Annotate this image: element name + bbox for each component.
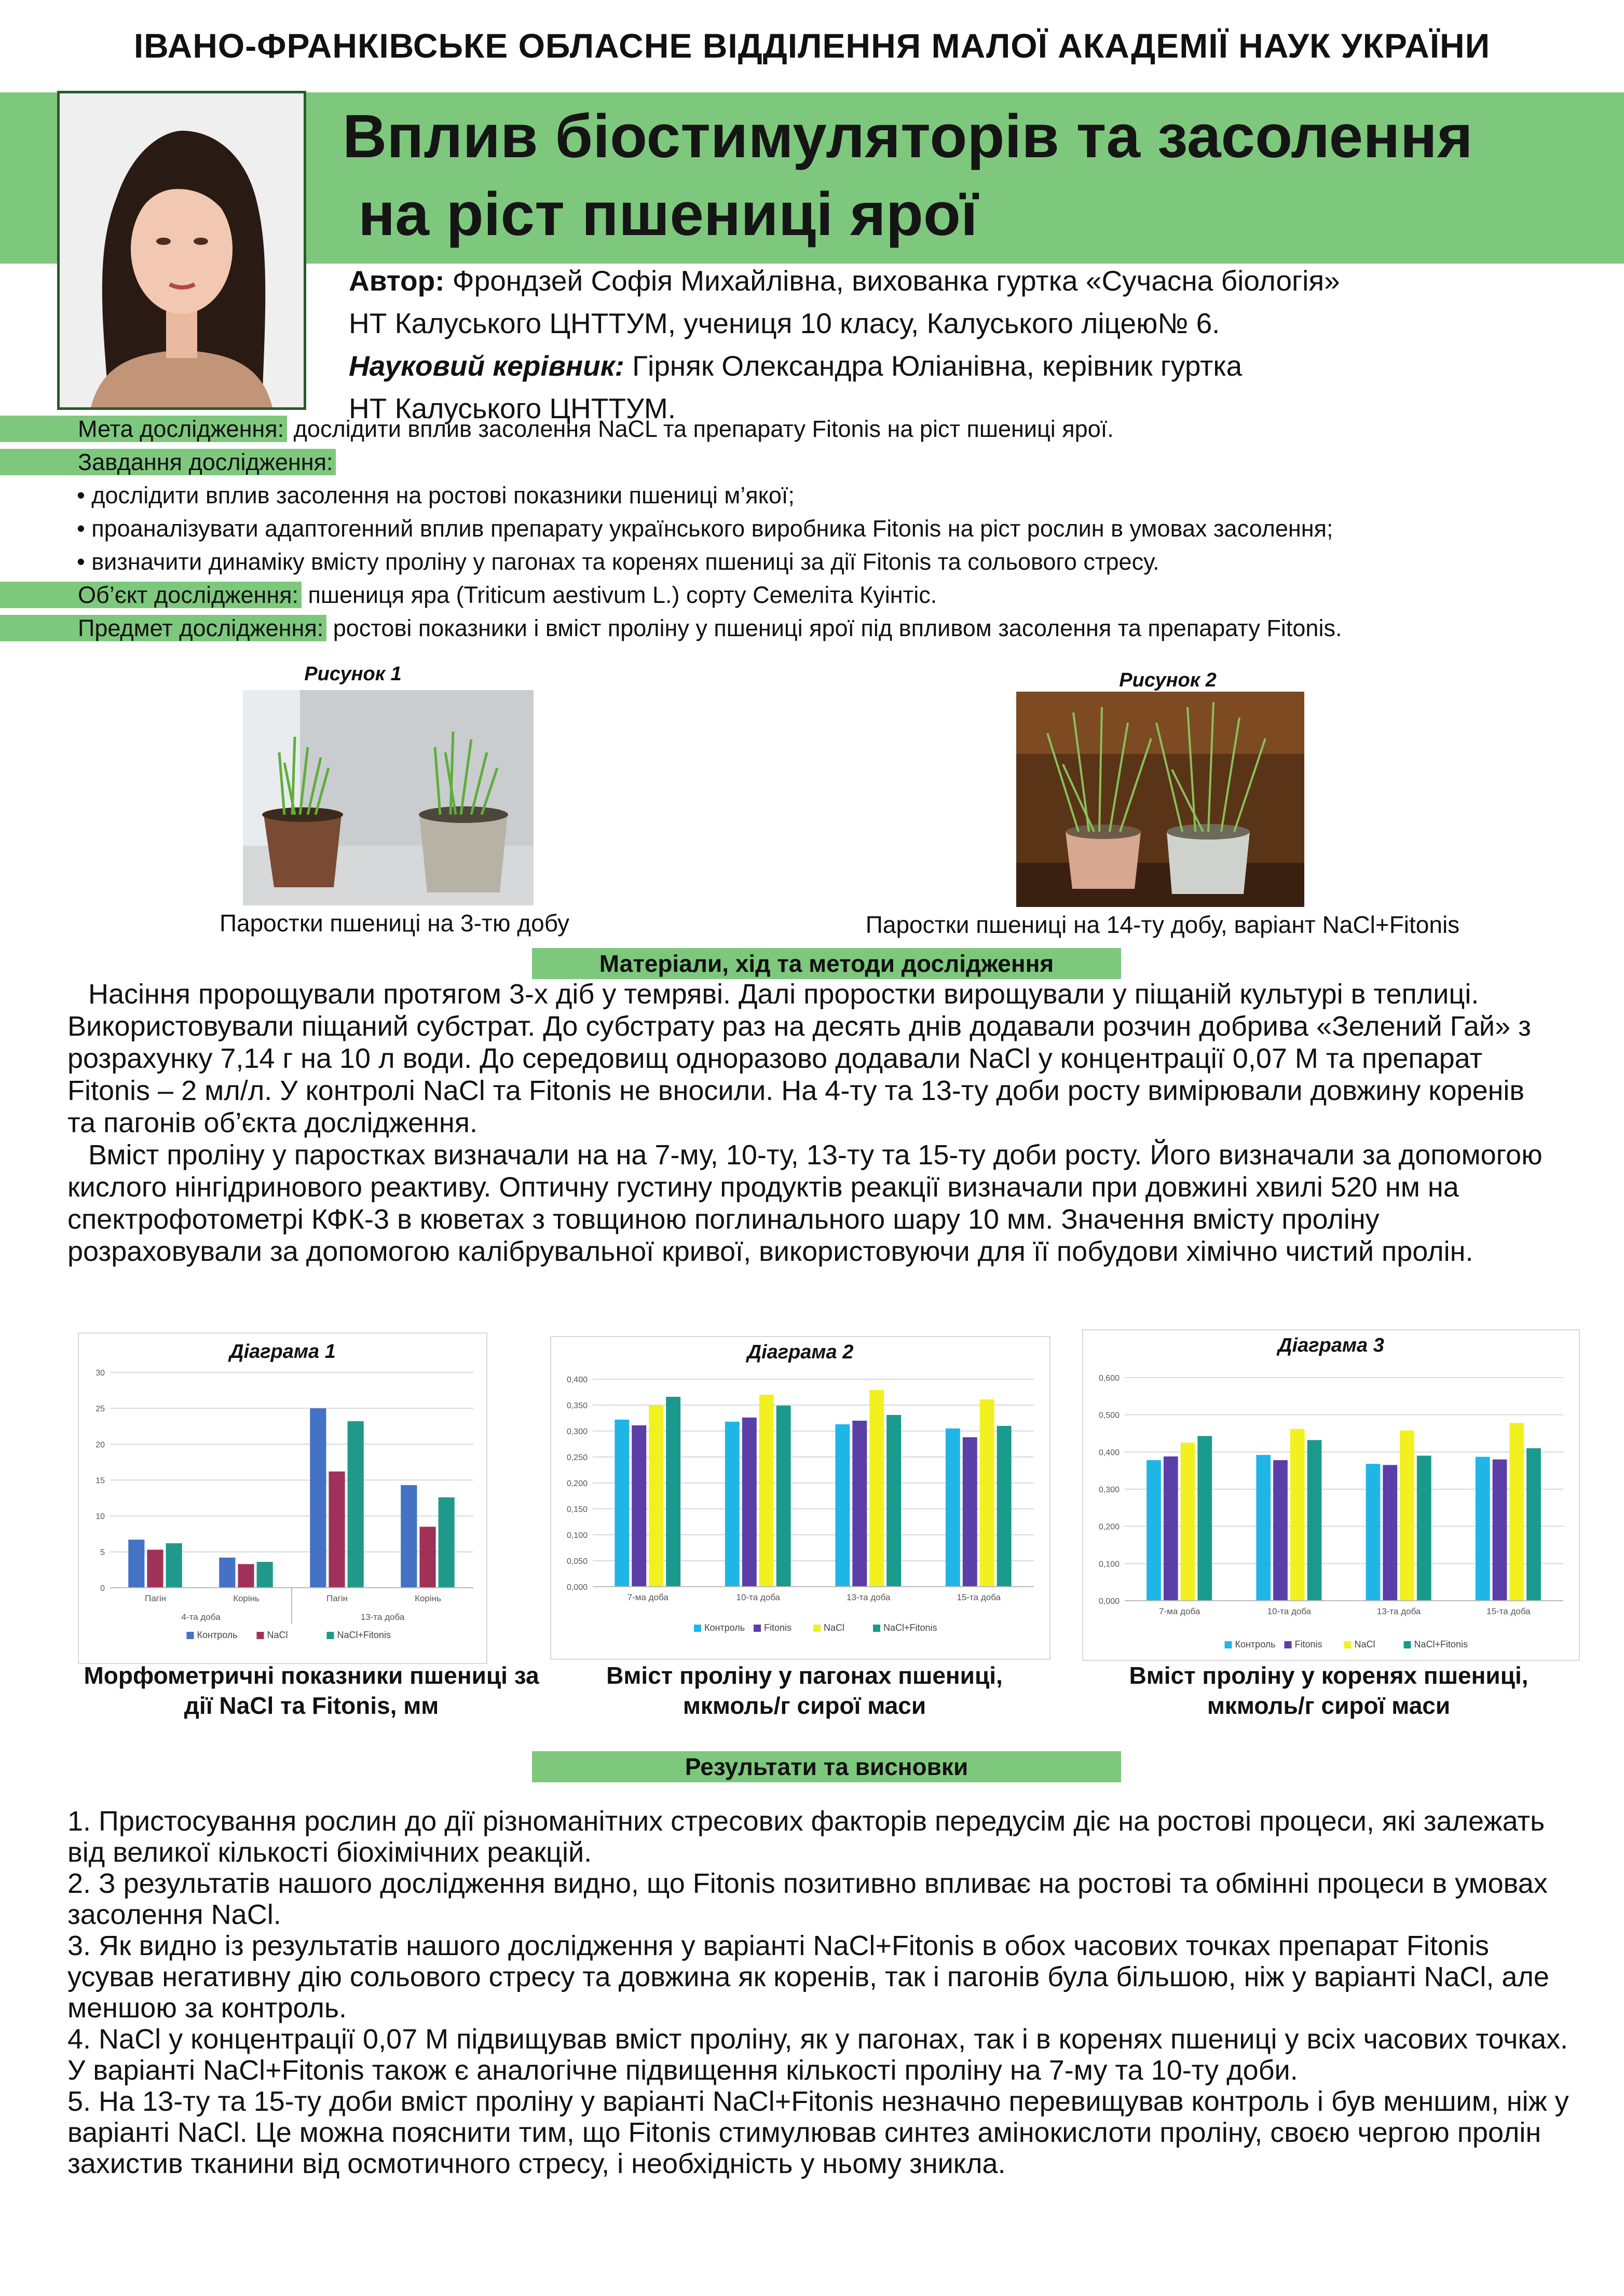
y-tick-label: 0,300 [1098,1486,1120,1494]
subject-text: ростові показники і вміст проліну у пшениці ярої під впливом засолення та препарату Fitonis. [326,615,1342,641]
bar [1526,1448,1541,1601]
author-label: Автор: [349,265,445,297]
figure-2-photo [1016,692,1304,907]
bar [128,1539,144,1588]
figure-1-caption: Паростки пшениці на 3-тю добу [219,910,570,937]
y-tick-label: 15 [95,1476,105,1486]
group-label: 13-та доба [360,1612,405,1622]
methods-paragraph-2: Вміст проліну у паростках визначали на на 7-му, 10-ту, 13-ту та 15-ту доби росту. Його визначали за допомогою кислого нінгідринового реактиву. Оптичну густину продуктів реакції визначали при довжині хвилі 520 нм на спектрофотометрі КФК-3 в кюветах з товщиною поглинального шару 10 мм. Значення вмісту проліну розраховували за допомогою калібрувальної кривої, використовуючи для її побудови хімічно чистий пролін. [67,1139,1543,1267]
tasks-label: Завдання дослідження: [0,449,336,475]
legend-label: NaCl [267,1630,288,1640]
bar [776,1406,791,1587]
result-item: 5. На 13-ту та 15-ту доби вміст проліну у варіанті NaCl+Fitonis незначно перевищував контроль і був меншим, ніж у варіанті NaCl. Це можна пояснити тим, що Fitonis стимулював синтез амінокислоти проліну, своєю чергою пролін захистив тканини від осмотичного стресу, і необхідність у ньому зникла. [67,2086,1569,2179]
bar [1256,1455,1271,1601]
x-tick-label: Пагін [144,1593,167,1603]
result-item: 1. Пристосування рослин до дії різноманітних стресових факторів передусім діє на ростові процеси, які залежать від великої кількості біохімічних реакцій. [67,1806,1545,1868]
bar [1307,1440,1322,1601]
results-heading: Результати та висновки [532,1751,1121,1782]
legend-label: Контроль [197,1630,238,1640]
research-overview [0,413,1624,645]
y-tick-label: 10 [95,1512,105,1521]
bar [1181,1442,1195,1601]
bar [852,1421,867,1587]
legend-swatch [694,1625,701,1632]
legend-swatch [1344,1641,1352,1648]
task-item: • визначити динаміку вмісту проліну у пагонах та коренях пшениці за дії Fitonis та сольового стресу. [77,548,1159,575]
bar [980,1399,994,1587]
legend-swatch [257,1632,264,1639]
y-tick-label: 0,500 [1098,1411,1120,1420]
y-tick-label: 0,400 [1098,1448,1120,1458]
methods-paragraph-1: Насіння пророщували протягом 3-х діб у темряві. Далі проростки вирощували у піщаній культурі в теплиці. Використовували піщаний субстрат. До субстрату раз на десять днів додавали розчин добрива «Зелений Гай» з розрахунку 7,14 г на 10 л води. До середовищ одноразово додавали NaCl у концентрації 0,07 М та препарат Fitonis – 2 мл/л. У контролі NaCl та Fitonis не вносили. На 4-ту та 13-ту доби росту вимірювали довжину коренів та пагонів об’єкта дослідження. [67,979,1531,1138]
y-tick-label: 25 [95,1405,105,1414]
y-tick-label: 20 [95,1440,105,1450]
result-item: 3. Як видно із результатів нашого дослідження у варіанті NaCl+Fitonis в обох часових точках препарат Fitonis усував негативну дію сольового стресу та довжина як коренів, так і пагонів була більшою, ніж у варіанті NaCl, але меншою за контроль. [67,1930,1549,2024]
results-list [67,1806,1583,2179]
y-tick-label: 0,100 [566,1531,588,1540]
author-portrait [57,91,306,410]
result-item: 4. NaCl у концентрації 0,07 М підвищував вміст проліну, як у пагонах, так і в коренях пшениці у всіх часових точках. У варіанті NaCl+Fitonis також є аналогічне підвищення кількості проліну на 7-му та 10-ту доби. [67,2024,1568,2086]
bar [759,1395,774,1587]
bar [219,1558,235,1588]
y-tick-label: 0,150 [566,1505,588,1514]
legend-swatch [813,1625,821,1632]
chart-2-frame [550,1336,1050,1660]
chart-1 [79,1363,486,1654]
legend-label: NaCl+Fitonis [883,1623,937,1633]
figure-2-label: Рисунок 2 [1119,669,1217,691]
bar [997,1426,1012,1587]
methods-text [67,978,1557,1268]
bar [1476,1457,1490,1601]
supervisor-line-2: НТ Калуського ЦНТТУМ. [349,392,676,424]
bar [1164,1456,1178,1601]
bar [1400,1431,1414,1601]
chart-3-caption: Вміст проліну у коренях пшениці, мкмоль/г сирої маси [1129,1662,1529,1719]
bar [632,1425,646,1587]
task-item: • дослідити вплив засолення на ростові показники пшениці м’якої; [77,482,795,508]
bar [666,1397,680,1587]
goal-text: дослідити вплив засолення NaCL та препарату Fitonis на ріст пшениці ярої. [287,416,1114,442]
y-tick-label: 0,000 [566,1583,588,1592]
bar [1509,1423,1524,1601]
chart-2-title: Діаграма 2 [747,1341,854,1363]
y-tick-label: 0,400 [566,1376,588,1384]
y-tick-label: 0,300 [566,1427,588,1436]
x-tick-label: 10-та доба [1267,1606,1312,1616]
y-tick-label: 0,600 [1098,1374,1120,1383]
legend-label: Fitonis [764,1623,792,1633]
supervisor-label: Науковий керівник: [349,350,624,382]
y-tick-label: 5 [100,1548,105,1557]
legend-swatch [873,1625,880,1632]
bar [401,1485,417,1588]
supervisor-line-1: Гірняк Олександра Юліанівна, керівник гуртка [624,350,1243,382]
bar [166,1543,182,1588]
legend-label: NaCl [1354,1639,1375,1649]
legend-swatch [327,1632,334,1639]
bar [147,1550,163,1588]
author-line-2: НТ Калуського ЦНТТУМ, учениця 10 класу, Калуського ліцею№ 6. [349,307,1220,339]
bar [238,1564,254,1588]
y-tick-label: 0,200 [1098,1522,1120,1532]
task-item: • проаналізувати адаптогенний вплив препарату українського виробника Fitonis на ріст рослин в умовах засолення; [77,515,1333,542]
chart-3 [1083,1357,1579,1655]
bar [1290,1429,1305,1601]
chart-3-frame [1082,1329,1580,1661]
y-tick-label: 0 [100,1584,105,1593]
methods-heading: Матеріали, хід та методи дослідження [532,948,1121,979]
x-tick-label: Пагін [326,1593,348,1603]
figure-1-photo [243,690,534,905]
subject-label: Предмет дослідження: [0,615,326,641]
y-tick-label: 0,350 [566,1401,588,1410]
x-tick-label: Корінь [415,1593,441,1603]
poster-title [343,98,1562,253]
bar [419,1527,435,1588]
bar [439,1497,455,1588]
bar [835,1424,850,1587]
bar [1366,1464,1381,1601]
bar [348,1421,364,1588]
bar [725,1422,740,1587]
title-line-1: Вплив біостимуляторів та засолення [343,102,1473,171]
bar [869,1390,884,1587]
bar [742,1418,757,1587]
x-tick-label: 7-ма доба [1159,1606,1200,1616]
group-label: 4-та доба [181,1612,221,1622]
x-tick-label: 10-та доба [736,1592,781,1602]
title-line-2: на ріст пшениці ярої [358,180,978,249]
x-tick-label: 13-та доба [846,1592,891,1602]
bar [1493,1460,1507,1601]
legend-swatch [754,1625,761,1632]
legend-label: Контроль [1235,1639,1276,1649]
bar [963,1437,977,1587]
legend-label: Fitonis [1294,1639,1322,1649]
y-tick-label: 0,000 [1098,1597,1120,1606]
legend-swatch [187,1632,194,1639]
legend-swatch [1404,1641,1411,1648]
figure-2-caption: Паростки пшениці на 14-ту добу, варіант NaCl+Fitonis [865,911,1460,938]
chart-2-caption: Вміст проліну у пагонах пшениці, мкмоль/г сирої маси [606,1662,1003,1719]
bar [1383,1465,1397,1601]
legend-label: NaCl+Fitonis [1414,1639,1468,1649]
chart-1-title: Діаграма 1 [229,1341,336,1363]
y-tick-label: 0,100 [1098,1560,1120,1569]
x-tick-label: Корінь [233,1593,260,1603]
organization-header: ІВАНО-ФРАНКІВСЬКЕ ОБЛАСНЕ ВІДДІЛЕННЯ МАЛОЇ АКАДЕМІЇ НАУК УКРАЇНИ [133,26,1491,65]
legend-label: NaCl+Fitonis [337,1630,391,1640]
legend-swatch [1225,1641,1232,1648]
chart-1-caption: Морфометричні показники пшениці за дії NaCl та Fitonis, мм [84,1662,539,1719]
legend-label: NaCl [824,1623,845,1633]
x-tick-label: 13-та доба [1376,1606,1421,1616]
bar [1197,1436,1212,1601]
y-tick-label: 0,200 [566,1479,588,1488]
object-text: пшениця яра (Triticum aestivum L.) сорту Семеліта Куінтіс. [302,582,937,608]
legend-label: Контроль [704,1623,745,1633]
object-label: Об’єкт дослідження: [0,582,302,608]
goal-label: Мета дослідження: [0,416,287,442]
y-tick-label: 0,250 [566,1453,588,1462]
x-tick-label: 15-та доба [1486,1606,1531,1616]
bar [310,1408,326,1588]
author-block [349,259,1594,430]
bar [649,1405,663,1587]
chart-1-frame [78,1332,487,1664]
bar [946,1428,960,1587]
result-item: 2. З результатів нашого дослідження видно, що Fitonis позитивно впливає на ростові та обмінні процеси в умовах засолення NaCl. [67,1868,1548,1930]
bar [1147,1460,1161,1601]
x-tick-label: 7-ма доба [627,1592,668,1602]
y-tick-label: 0,050 [566,1557,588,1566]
author-line-1: Фрондзей Софія Михайлівна, вихованка гуртка «Сучасна біологія» [444,265,1340,297]
x-tick-label: 15-та доба [957,1592,1001,1602]
chart-2 [551,1364,1049,1654]
y-tick-label: 30 [95,1369,105,1378]
bar [257,1562,273,1588]
chart-3-title: Діаграма 3 [1278,1335,1384,1356]
bar [886,1415,901,1587]
figure-1-label: Рисунок 1 [304,663,402,685]
bar [329,1472,345,1588]
bar [1417,1456,1431,1601]
bar [1273,1460,1288,1601]
bar [615,1420,629,1587]
legend-swatch [1285,1641,1292,1648]
